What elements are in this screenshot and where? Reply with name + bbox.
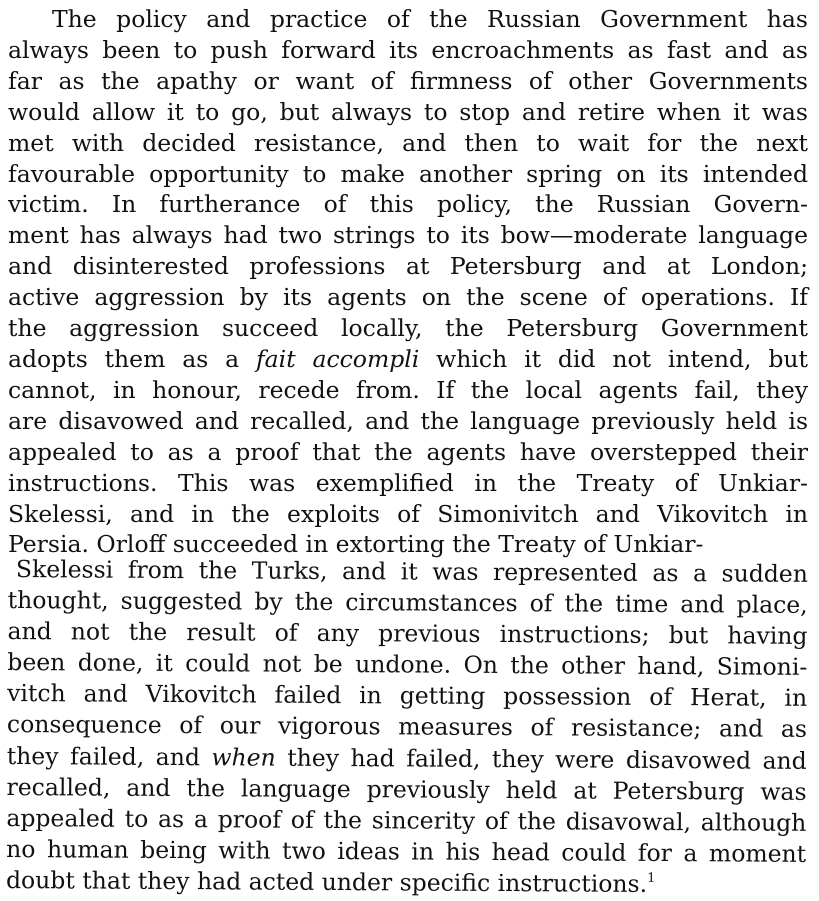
text-line: appealed to as a proof that the agents have overstepped their xyxy=(8,437,808,466)
text-line: Skelessi, and in the exploits of Simonivitch and Vikovitch in xyxy=(8,499,808,528)
text-line: vitch and Vikovitch failed in getting possession of Herat, in xyxy=(7,679,808,713)
text-segment: they had failed, they were disavowed and xyxy=(275,743,807,775)
text-line: far as the apathy or want of firmness of other Governments xyxy=(8,66,808,95)
text-line: active aggression by its agents on the scene of operations. If xyxy=(8,283,808,312)
text-line: the aggression succeed locally, the Petersburg Government xyxy=(8,314,808,343)
text-line: and not the result of any previous instructions; but having xyxy=(7,617,808,651)
text-line: The policy and practice of the Russian Government has xyxy=(52,5,808,33)
text-line: Persia. Orloff succeeded in extorting the Treaty of Unkiar- xyxy=(8,530,704,559)
text-line: cannot, in honour, recede from. If the local agents fail, they xyxy=(8,375,808,404)
text-line: met with decided resistance, and then to wait for the next xyxy=(8,128,808,157)
text-segment: which it did not intend, but xyxy=(419,344,808,373)
text-line: and disinterested professions at Petersburg and at London; xyxy=(8,252,808,281)
text-line: Skelessi from the Turks, and it was represented as a sudden xyxy=(15,555,808,588)
text-line: favourable opportunity to make another spring on its intended xyxy=(8,159,808,188)
paragraph-lower xyxy=(6,554,808,901)
text-line-with-italic xyxy=(8,344,808,375)
text-line: been done, it could not be undone. On the other hand, Simoni- xyxy=(7,648,808,682)
italic-phrase: fait accompli xyxy=(255,344,420,373)
text-segment: they failed, and xyxy=(6,741,212,771)
italic-word: when xyxy=(211,742,276,772)
text-line: appealed to as a proof of the sincerity of the disavowal, although xyxy=(6,803,807,837)
text-line-with-italic xyxy=(7,741,807,777)
text-line: always been to push forward its encroachments as fast and as xyxy=(8,35,808,64)
text-line: thought, suggested by the circumstances of the time and place, xyxy=(7,586,808,619)
text-line: consequence of our vigorous measures of resistance; and as xyxy=(6,710,808,744)
footnote-marker: 1 xyxy=(647,870,656,886)
text-line: are disavowed and recalled, and the language previously held is xyxy=(8,406,808,435)
text-segment: adopts them as a xyxy=(8,344,256,373)
text-line: victim. In furtherance of this policy, the Russian Govern- xyxy=(8,190,808,219)
text-line: would allow it to go, but always to stop and retire when it was xyxy=(8,97,808,126)
text-line: instructions. This was exemplified in the Treaty of Unkiar- xyxy=(8,468,808,497)
paragraph-upper xyxy=(8,4,808,560)
text-line: ment has always had two strings to its bow—moderate language xyxy=(8,221,808,250)
text-segment: doubt that they had acted under specific instructions. xyxy=(5,865,648,898)
text-line: recalled, and the language previously held at Petersburg was xyxy=(6,772,807,806)
text-line: no human being with two ideas in his head could for a moment xyxy=(6,834,807,868)
